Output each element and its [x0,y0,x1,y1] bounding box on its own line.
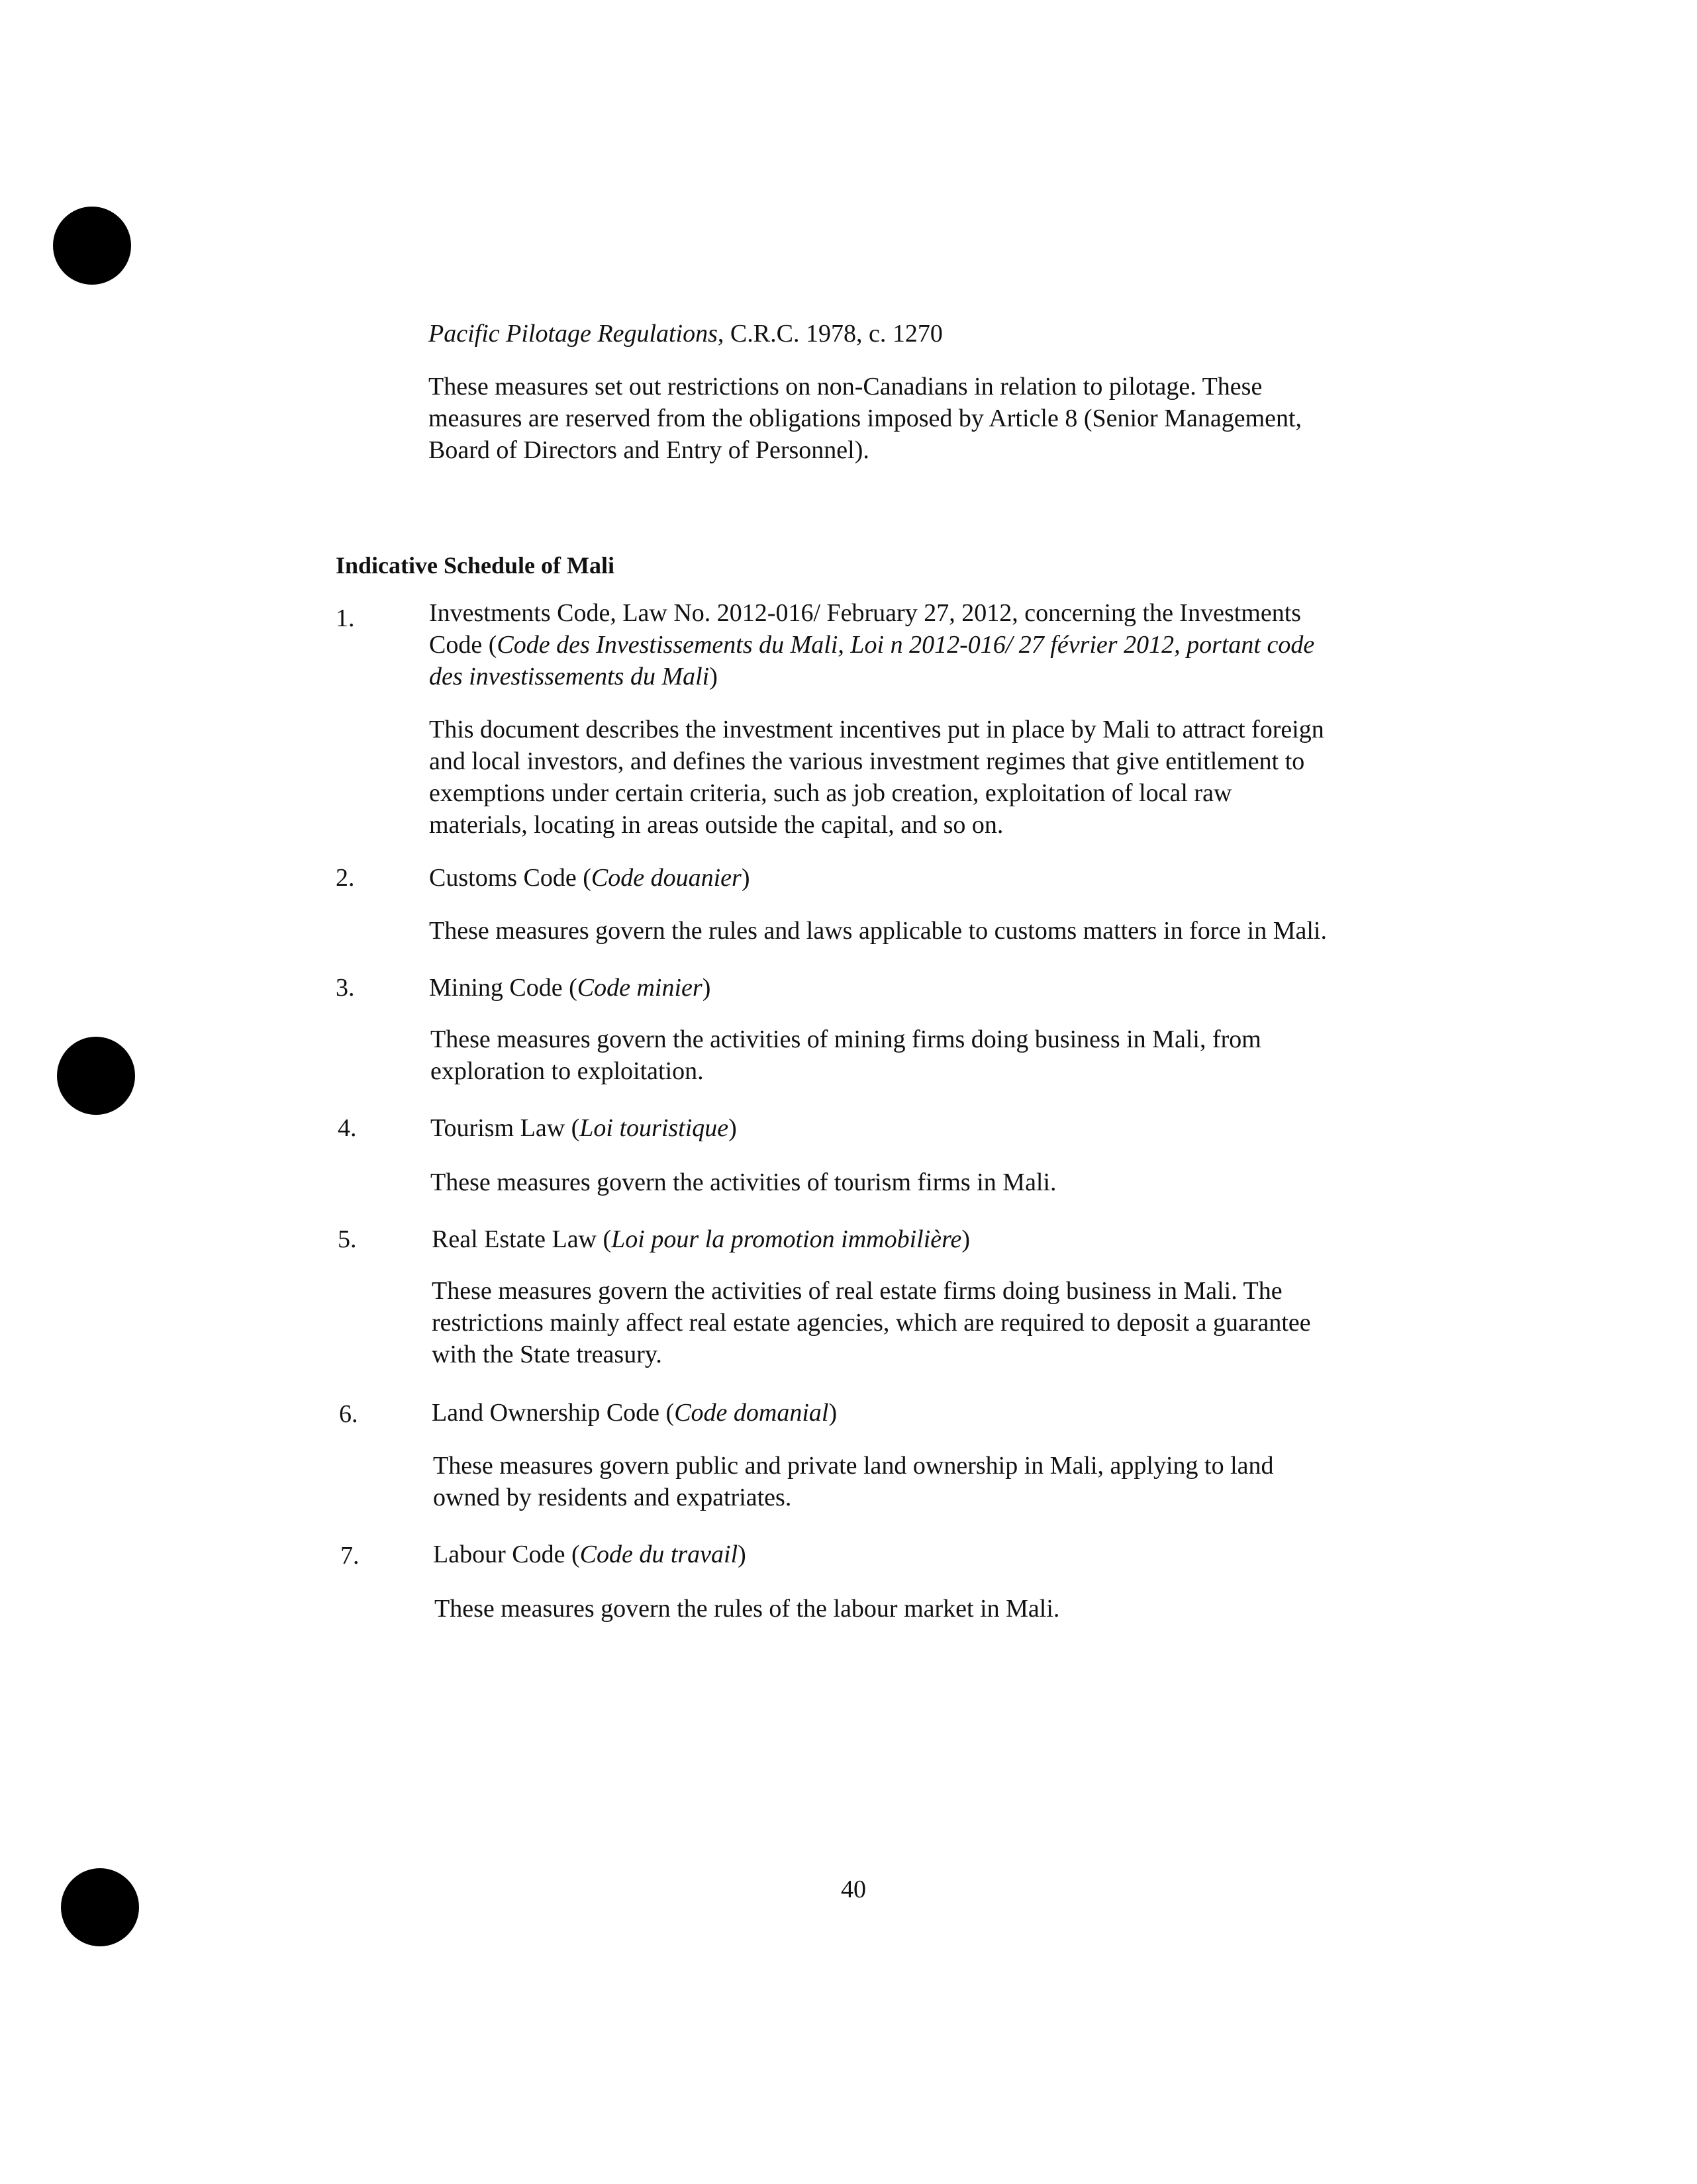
page-number: 40 [841,1875,866,1903]
punch-hole [61,1868,139,1946]
item-title: Real Estate Law (Loi pour la promotion immobilière) [432,1225,971,1253]
item-number: 4. [338,1114,357,1142]
item-body: This document describes the investment incentives put in place by Mali to attract foreign and local investors, and defines the various investment regimes that give entitlement to exemptions under certain criteria, such as job creation, exploitation of local raw materials, locating in areas outside the capital, and so on. [429,716,1324,839]
item-title: Investments Code, Law No. 2012-016/ February 27, 2012, concerning the Investments Code (Code des Investissements du Mali, Loi n 2012-016/ 27 février 2012, portant code des investissements du Mali) [429,599,1315,690]
item-body: These measures govern public and private land ownership in Mali, applying to land owned by residents and expatriates. [433,1452,1274,1511]
item-body: These measures govern the activities of mining firms doing business in Mali, from exploration to exploitation. [430,1025,1261,1085]
item-title: Customs Code (Code douanier) [429,864,750,892]
item-title: Mining Code (Code minier) [429,974,711,1002]
punch-hole [57,1037,135,1115]
item-number: 7. [340,1542,360,1570]
schedule-heading: Indicative Schedule of Mali [336,552,614,579]
punch-hole [53,207,131,285]
item-title: Land Ownership Code (Code domanial) [432,1399,838,1427]
item-body: These measures govern the activities of real estate firms doing business in Mali. The restrictions mainly affect real estate agencies, which are required to deposit a guarantee with the State treasury. [432,1277,1311,1368]
item-number: 1. [336,604,355,632]
item-number: 5. [338,1225,357,1253]
item-number: 6. [339,1400,358,1428]
item-number: 2. [336,864,355,892]
pilotage-title: Pacific Pilotage Regulations, C.R.C. 1978, c. 1270 [428,320,943,348]
item-body: These measures govern the activities of tourism firms in Mali. [430,1168,1057,1196]
item-title: Tourism Law (Loi touristique) [430,1114,737,1142]
item-number: 3. [336,974,355,1002]
item-body: These measures govern the rules and laws applicable to customs matters in force in Mali. [429,917,1327,945]
item-title: Labour Code (Code du travail) [433,1541,746,1568]
pilotage-body: These measures set out restrictions on non-Canadians in relation to pilotage. These measures are reserved from the obligations imposed by Article 8 (Senior Management, Board of Directors and Entry of Personnel). [428,373,1302,464]
item-body: These measures govern the rules of the labour market in Mali. [434,1595,1060,1623]
